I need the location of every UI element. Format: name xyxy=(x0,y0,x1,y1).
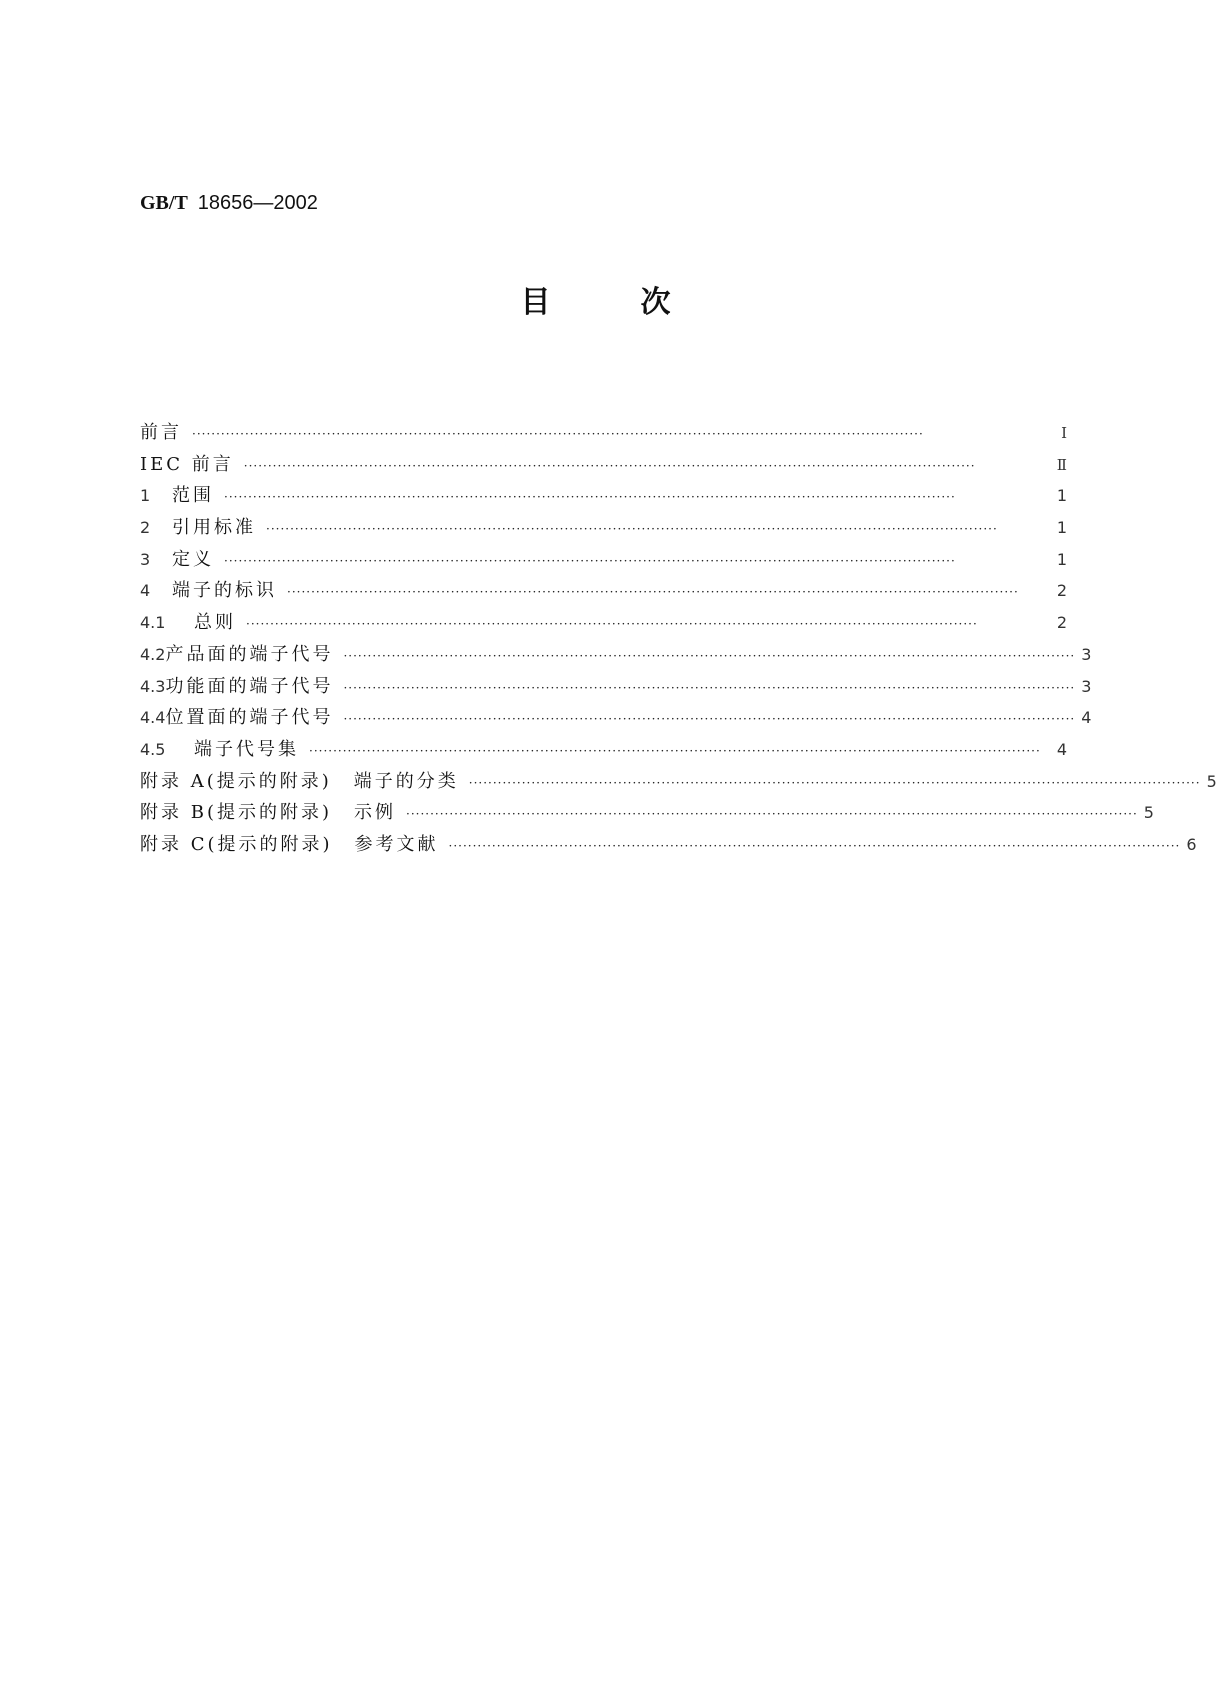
toc-entry-page: 3 xyxy=(1081,676,1092,696)
toc-entry-number: 4 xyxy=(140,581,151,601)
toc-entry-label: 端子代号集 xyxy=(194,738,299,760)
toc-entry-4-2[interactable] xyxy=(140,643,1092,675)
toc-entry-number: 1 xyxy=(140,486,151,506)
toc-entry-label: 前言 xyxy=(140,422,182,443)
toc-entry-label: 定义 xyxy=(172,548,214,570)
toc-entry-annex-a[interactable] xyxy=(140,770,1217,802)
toc-entry-4-3[interactable] xyxy=(140,675,1092,707)
toc-entry-4-1[interactable] xyxy=(140,611,1067,643)
toc-leader-dots: ························································································································································ xyxy=(406,807,1138,822)
toc-entry-label: 总则 xyxy=(194,612,236,634)
toc-entry-page: 6 xyxy=(1186,834,1197,854)
toc-leader-dots: ························································································································································ xyxy=(192,427,924,441)
toc-entry-page: 2 xyxy=(1056,613,1067,633)
toc-entry-page: Ⅱ xyxy=(1056,455,1067,474)
toc-leader-dots: ························································································································································ xyxy=(343,712,1076,727)
toc-entry-number: 4.5 xyxy=(140,739,166,759)
toc-leader-dots: ························································································································································ xyxy=(287,585,1019,600)
toc-entry-page: Ⅰ xyxy=(1061,424,1067,442)
toc-entry-number: 2 xyxy=(140,518,151,538)
table-of-contents xyxy=(140,421,1217,865)
toc-entry-label: 端子的标识 xyxy=(172,580,277,602)
toc-entry-page: 2 xyxy=(1056,581,1067,601)
toc-entry-number: 4.3 xyxy=(140,676,166,696)
toc-leader-dots: ························································································································································ xyxy=(246,617,978,632)
toc-entry-4[interactable] xyxy=(140,579,1067,611)
toc-entry-label: 附录 A(提示的附录) xyxy=(140,770,332,792)
toc-entry-page: 1 xyxy=(1056,549,1067,569)
toc-leader-dots: ························································································································································ xyxy=(224,490,956,505)
toc-entry-page: 1 xyxy=(1056,518,1067,538)
toc-entry-number: 3 xyxy=(140,549,151,569)
toc-leader-dots: ························································································································································ xyxy=(448,838,1181,853)
standard-code-number: 18656—2002 xyxy=(197,192,318,214)
toc-entry-label: 功能面的端子代号 xyxy=(165,675,334,697)
toc-entry-label: 附录 B(提示的附录) xyxy=(140,802,332,824)
toc-entry-4-4[interactable] xyxy=(140,706,1092,738)
toc-leader-dots: ························································································································································ xyxy=(343,680,1076,695)
toc-entry-number: 4.1 xyxy=(140,613,166,633)
toc-leader-dots: ························································································································································ xyxy=(468,775,1201,790)
toc-entry-annex-c[interactable] xyxy=(140,833,1197,865)
toc-entry-number: 4.4 xyxy=(140,708,166,728)
toc-entry-label-extra: 示例 xyxy=(354,802,396,824)
toc-entry-page: 5 xyxy=(1206,771,1217,791)
toc-entry-label: 附录 C(提示的附录) xyxy=(140,833,333,855)
toc-leader-dots: ························································································································································ xyxy=(224,553,956,568)
toc-entry-page: 5 xyxy=(1143,803,1154,823)
toc-entry-label: 引用标准 xyxy=(172,517,256,539)
toc-entry-annex-b[interactable] xyxy=(140,801,1154,833)
toc-leader-dots: ························································································································································ xyxy=(266,522,998,537)
toc-leader-dots: ························································································································································ xyxy=(243,458,976,473)
toc-leader-dots: ························································································································································ xyxy=(343,648,1076,663)
standard-code xyxy=(140,190,318,215)
toc-entry-page: 4 xyxy=(1056,739,1067,759)
toc-leader-dots: ························································································································································ xyxy=(309,743,1041,758)
toc-entry-2[interactable] xyxy=(140,516,1067,548)
toc-entry-number: 4.2 xyxy=(140,644,166,664)
toc-entry-label: IEC 前言 xyxy=(140,453,234,475)
toc-entry-label-extra: 端子的分类 xyxy=(353,770,459,792)
toc-entry-1[interactable] xyxy=(140,484,1067,516)
toc-entry-label: 范围 xyxy=(172,485,214,507)
standard-code-prefix: GB/T xyxy=(140,192,188,214)
toc-entry-label-extra: 参考文献 xyxy=(354,833,439,855)
toc-title: 目次 xyxy=(520,285,761,320)
toc-entry-label: 位置面的端子代号 xyxy=(165,707,334,729)
toc-entry-page: 3 xyxy=(1081,644,1092,664)
toc-entry-page: 4 xyxy=(1081,708,1092,728)
toc-entry-foreword[interactable] xyxy=(140,421,1067,453)
toc-entry-4-5[interactable] xyxy=(140,738,1067,770)
toc-entry-iec-foreword[interactable] xyxy=(140,453,1067,485)
toc-entry-page: 1 xyxy=(1056,486,1067,506)
toc-entry-3[interactable] xyxy=(140,548,1067,580)
toc-entry-label: 产品面的端子代号 xyxy=(165,643,334,665)
